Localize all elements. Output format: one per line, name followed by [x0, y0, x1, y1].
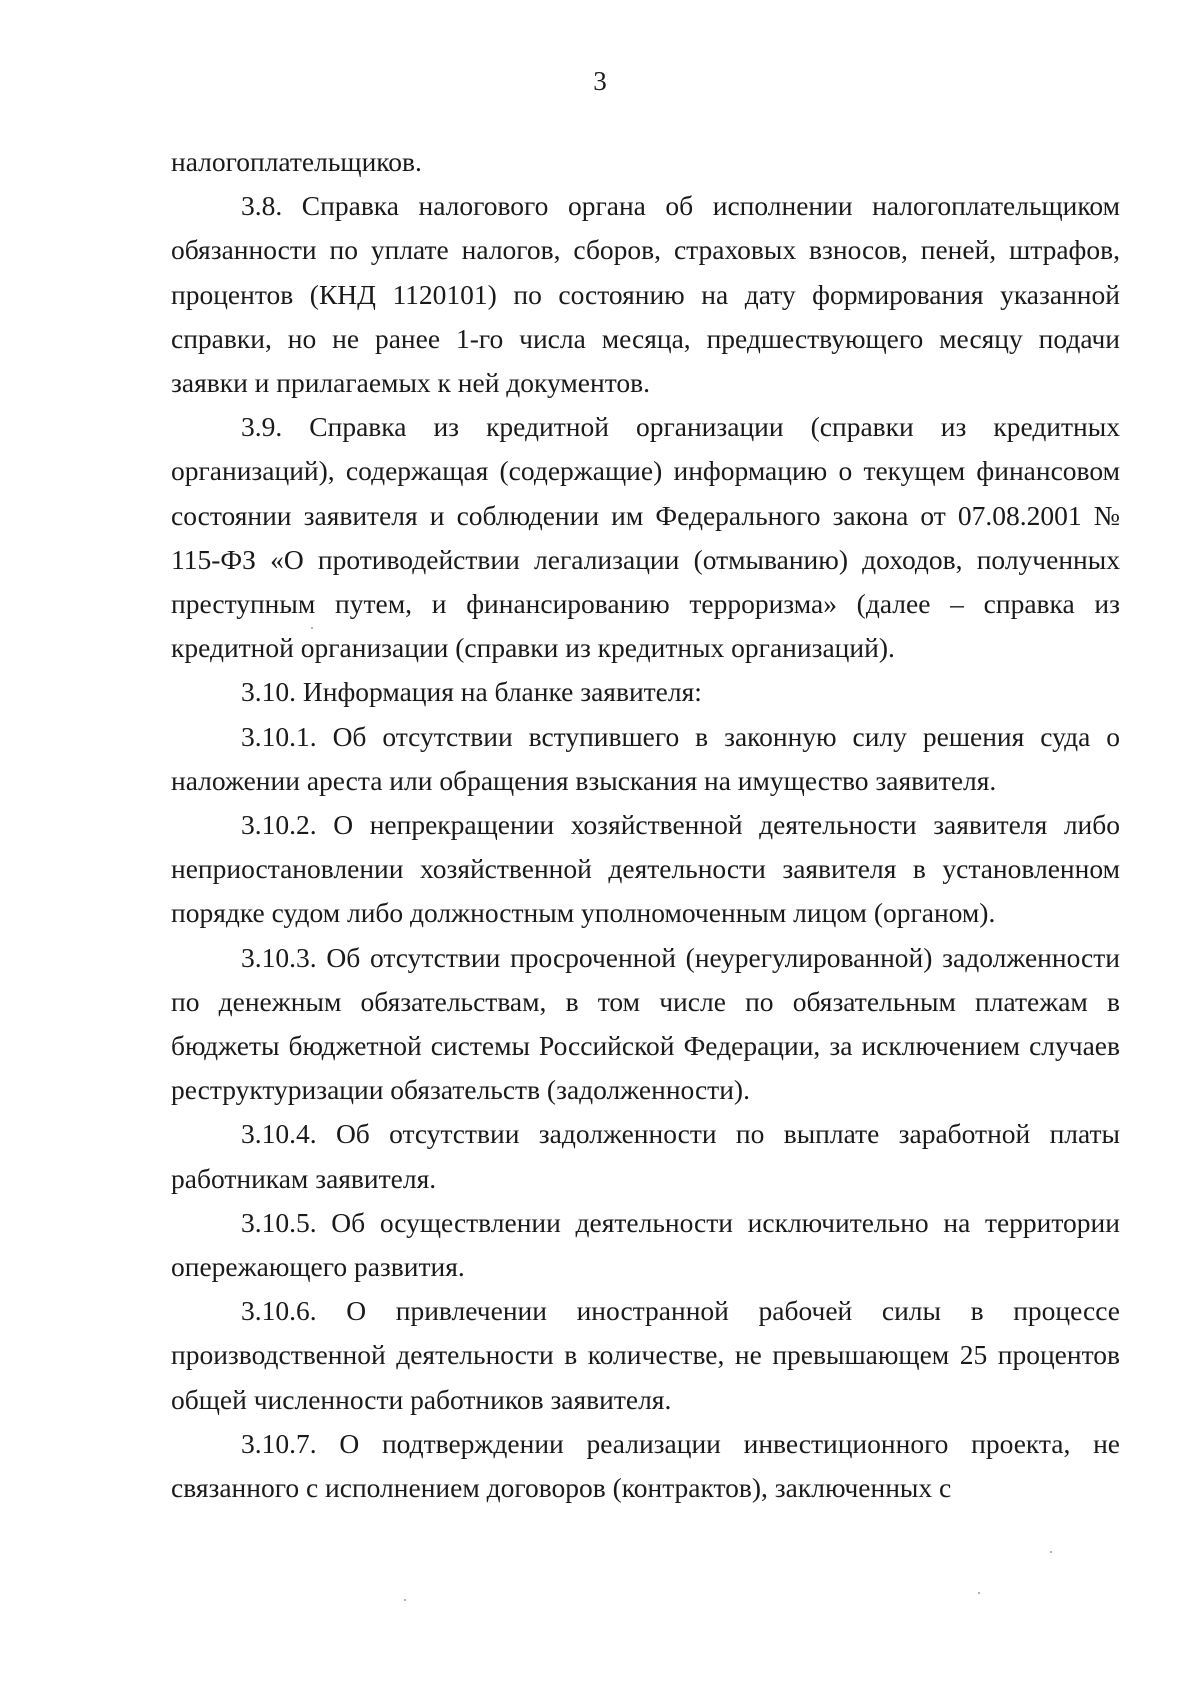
paragraph-3-10-2: 3.10.2. О непрекращении хозяйственной деятельности заявителя либо неприостановлении хозяйственной деятельности заявителя в установленном порядке судом либо должностным уполномоченным лицом (органом).: [171, 809, 1120, 929]
scan-speck: [404, 1599, 406, 1601]
paragraph-3-8: 3.8. Справка налогового органа об исполнении налогоплательщиком обязанности по уплате налогов, сборов, страховых взносов, пеней, штрафов, процентов (КНД 1120101) по состоянию на дату формирования указанной справки, но не ранее 1-го числа месяца, предшествующего месяцу подачи заявки и прилагаемых к ней документов.: [171, 190, 1120, 399]
paragraph-3-10-4: 3.10.4. Об отсутствии задолженности по выплате заработной платы работникам заявителя.: [171, 1118, 1120, 1194]
paragraph-3-10-1: 3.10.1. Об отсутствии вступившего в законную силу решения суда о наложении ареста или обращения взыскания на имущество заявителя.: [171, 720, 1120, 796]
paragraph-3-10-7: 3.10.7. О подтверждении реализации инвестиционного проекта, не связанного с исполнением договоров (контрактов), заключенных с: [171, 1427, 1120, 1504]
paragraph-continuation: налогоплательщиков.: [171, 146, 422, 177]
paragraph-3-10-6: 3.10.6. О привлечении иностранной рабочей силы в процессе производственной деятельности в количестве, не превышающем 25 процентов общей численности работников заявителя.: [171, 1295, 1120, 1415]
scan-speck: [311, 627, 313, 629]
page-number: 3: [593, 66, 607, 96]
scan-speck: [978, 1592, 980, 1594]
scan-speck: [1050, 1551, 1052, 1553]
paragraph-3-10: 3.10. Информация на бланке заявителя:: [241, 676, 702, 708]
paragraph-3-10-3: 3.10.3. Об отсутствии просроченной (неурегулированной) задолженности по денежным обязательствам, в том числе по обязательным платежам в бюджеты бюджетной системы Российской Федерации, за исключением случаев реструктуризации обязательств (задолженности).: [171, 941, 1120, 1106]
document-body: [171, 140, 1120, 1510]
paragraph-3-10-5: 3.10.5. Об осуществлении деятельности исключительно на территории опережающего развития.: [171, 1206, 1120, 1283]
paragraph-3-9: 3.9. Справка из кредитной организации (справки из кредитных организаций), содержащая (содержащие) информацию о текущем финансовом состоянии заявителя и соблюдении им Федерального закона от 07.08.2001 № 115-ФЗ «О противодействии легализации (отмыванию) доходов, полученных преступным путем, и финансированию терроризма» (далее – справка из кредитной организации (справки из кредитных организаций).: [171, 411, 1120, 664]
